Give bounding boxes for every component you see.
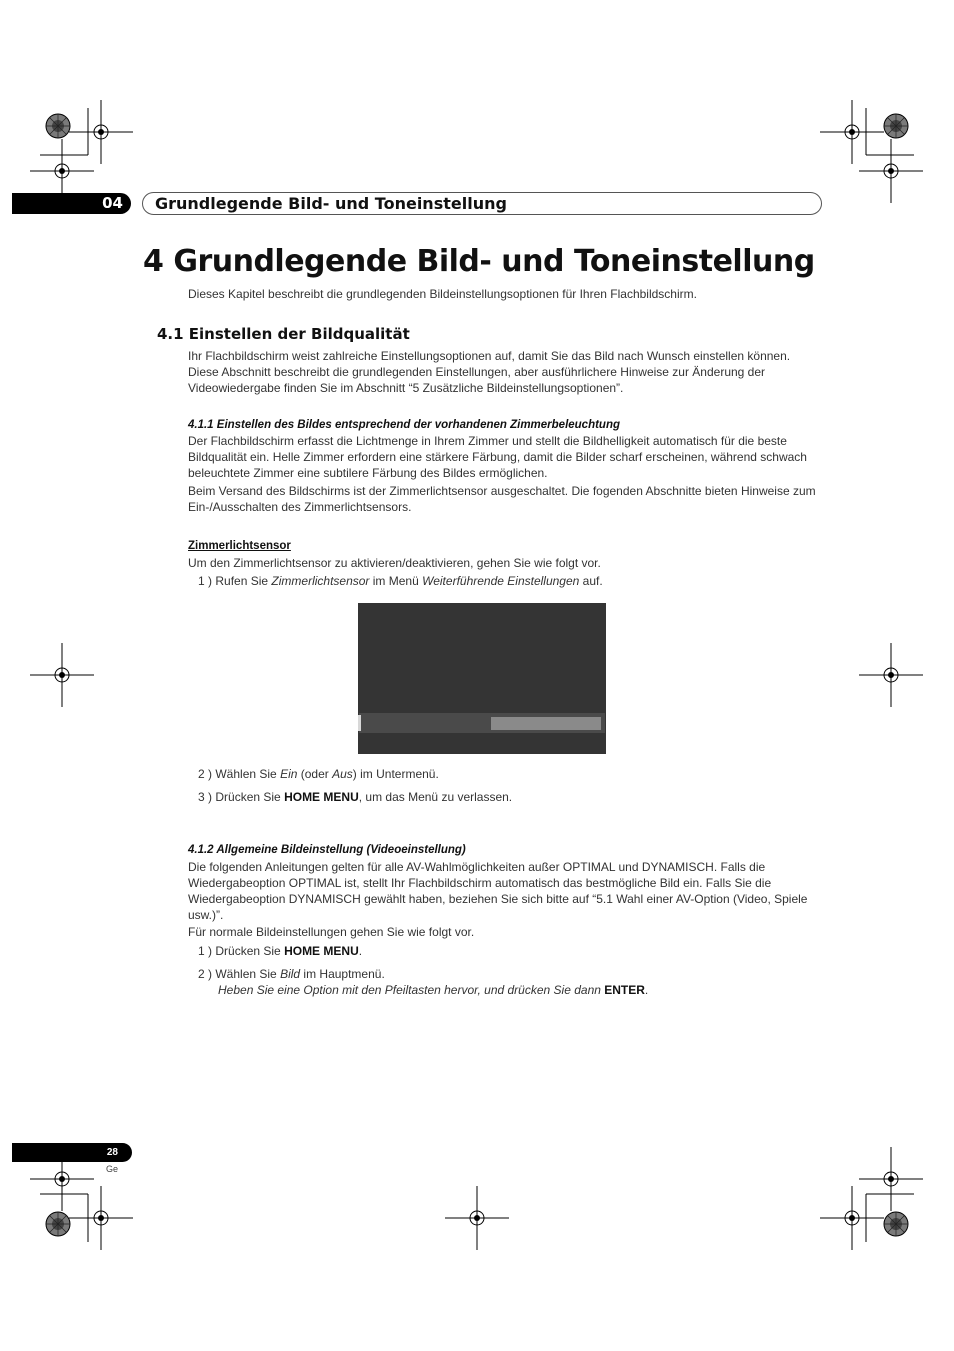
- section-4-1-heading: 4.1 Einstellen der Bildqualität: [157, 325, 410, 343]
- section-4-1-2-heading: 4.1.2 Allgemeine Bildeinstellung (Videoeinstellung): [188, 844, 466, 856]
- page-title: 4 Grundlegende Bild- und Toneinstellung: [143, 244, 815, 279]
- subheading-zimmerlichtsensor: Zimmerlichtsensor: [188, 540, 291, 552]
- section-4-1-2-para2: Für normale Bildeinstellungen gehen Sie wie folgt vor.: [188, 925, 475, 939]
- section-4-1-1-heading: 4.1.1 Einstellen des Bildes entsprechend der vorhandenen Zimmerbeleuchtung: [188, 419, 621, 431]
- section-4-1-1-para2: Beim Versand des Bildschirms ist der Zimmerlichtsensor ausgeschaltet. Die fogenden Abschnitte bieten Hinweise zum Ein-/Ausschalten des Zimmerlichtsensors.: [188, 484, 816, 514]
- step-1-zimmerlicht: 1 ) Rufen Sie Zimmerlichtsensor im Menü Weiterführende Einstellungen auf.: [198, 574, 603, 588]
- section-4-1-body: Ihr Flachbildschirm weist zahlreiche Einstellungsoptionen auf, damit Sie das Bild nach Wunsch einstellen können. Diese Abschnitt beschreibt die grundlegenden Einstellungen, aber ausführlichere Hinweise zur Änderung der Videowiedergabe finden Sie im Abschnitt “5 Zusätzliche Bildeinstellungsoptionen”.: [188, 349, 791, 395]
- step-2-note: Heben Sie eine Option mit den Pfeiltasten hervor, und drücken Sie dann ENTER.: [218, 983, 649, 997]
- intro-text: Dieses Kapitel beschreibt die grundlegenden Bildeinstellungsoptionen für Ihren Flachbildschirm.: [188, 287, 697, 301]
- step-2-bild: 2 ) Wählen Sie Bild im Hauptmenü.: [198, 967, 385, 981]
- step-3-zimmerlicht: 3 ) Drücken Sie HOME MENU, um das Menü zu verlassen.: [198, 790, 513, 804]
- page-language: Ge: [106, 1164, 119, 1174]
- zimmerlichtsensor-lead: Um den Zimmerlichtsensor zu aktivieren/deaktivieren, gehen Sie wie folgt vor.: [188, 556, 601, 570]
- chapter-number: 04: [102, 194, 123, 212]
- section-4-1-2-para1: Die folgenden Anleitungen gelten für alle AV-Wahlmöglichkeiten außer OPTIMAL und DYNAMISCH. Falls die Wiedergabeoption OPTIMAL ist, stellt Ihr Flachbildschirm automatisch das bestmögliche Bild ein. Falls Sie die Wiedergabeoption DYNAMISCH gewählt haben, beziehen Sie sich bitte auf “5.1 Wahl einer AV-Option (Video, Spiele usw.)”.: [188, 860, 808, 922]
- section-4-1-1-para1: Der Flachbildschirm erfasst die Lichtmenge in Ihrem Zimmer und stellt die Bildhelligkeit automatisch für die beste Bildqualität ein. Helle Zimmer erfordern eine stärkere Färbung, damit die Bilder scharf erscheinen, während schwach beleuchtete Zimmer eine subtilere Färbung des Bildes ermöglichen.: [188, 434, 807, 480]
- chapter-title: Grundlegende Bild- und Toneinstellung: [155, 194, 507, 213]
- step-1-bild: 1 ) Drücken Sie HOME MENU.: [198, 944, 363, 958]
- step-2-zimmerlicht: 2 ) Wählen Sie Ein (oder Aus) im Untermenü.: [198, 767, 439, 781]
- page-number: 28: [106, 1147, 118, 1158]
